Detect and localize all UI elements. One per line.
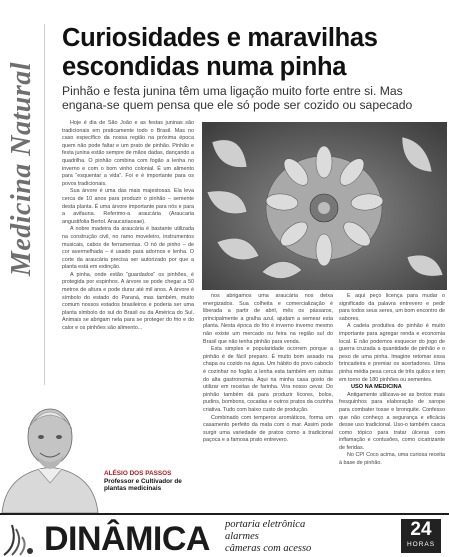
- article-subtitle: Pinhão e festa junina têm uma ligação muito forte entre si. Mas engana-se quem pensa que ele só pode ser cozido ou sapecado: [62, 84, 413, 112]
- ad-feature-list: [225, 519, 385, 555]
- ad-feature: alarmes: [225, 531, 259, 542]
- paragraph: A cadeia produtiva do pinhão é muito importante para agregar renda e economia local. E não podemos esquecer do jogo de guerra cruzada a quantidade de pinhão e o peso de uma pinha. Imagine retomar essa brincadeira e premiar os acertadores. Uma pinha média pesa cerca de três quilos e tem em torno de 180 pinhões ou sementes.: [339, 323, 445, 383]
- hours-number: 24: [410, 519, 432, 540]
- article-title: Curiosidades e maravilhas escondidas numa pinha: [62, 24, 378, 81]
- article-column-2: [203, 293, 333, 505]
- section-label: [0, 24, 44, 314]
- hours-badge: [401, 519, 441, 553]
- author-name: ALÉSIO DOS PASSOS: [104, 470, 172, 477]
- paragraph: Combinado com temperos aromáticos, forma um casamento perfeito da mata com o mar. Assim pode surgir uma variedade de pratos como a tradicional paçoca e a famosa prato entrevero.: [203, 414, 333, 444]
- paragraph: Sua árvore é uma das mais majestosas. Ela leva cerca de 10 anos para produzir o pinhão – semente desta planta. É uma árvore importante para nós e para a avifauna. Referimo-a araucária (Araucaria angustifolia Bertol. Araucariaceae).: [62, 188, 194, 225]
- author-role: Professor e Cultivador de plantas medicinais: [104, 477, 182, 493]
- ad-feature: câmeras com acesso: [225, 543, 312, 554]
- paragraph: A pinha, onde estão “guardados” os pinhões, é protegida por espinhos. A árvore se pode chegar a 50 metros de altura e pode durar até mil anos. A árvore é símbolo do estado do Paraná, mas também, muito comum nossos estados brasileiros e poderia ser uma planta símbolo do sul do Brasil ou da América do Sul. Animais se abrigam nela para se proteger do frio e do calor e os pinhões são alimento...: [62, 271, 194, 332]
- pinecone-illustration: [202, 122, 447, 290]
- paragraph: Antigamente utilizava-se as brotos mais fresquinhos para elaboração de xarope para combater tosse e bronquite. Confesso que não conheço a segurança e eficácia desse uso tradicional. Uso-o também casca como tópico para tratar úlceras com inflamação e contusões, como cicatrizante de feridas.: [339, 391, 445, 451]
- pinecone-photo: [202, 122, 447, 290]
- paragraph: E aqui peço licença para mudar o significado da palavra entrevero e pedir para todos seus seres, um bom encontro de sabores.: [339, 293, 445, 322]
- paragraph: Esta simples e popularidade ocorrem porque a pinhão é de fácil preparo. É muito bom assado na chapa ou cozido na água. Um hábito do povo caboclo é cozinhar no fogão a lenha esta também em outras do alta gastronomia. Aqui na minha casa gosto de utilizar em receitas de farinha. Vira nosso cevar. Do pinhão também dá para produzir licores, bolos, pudins, bombons, cocadas e outros pratos da cozinha criativa. Tudo com baixo custo de produção.: [203, 346, 333, 413]
- section-label-text: Medicina Natural: [6, 61, 38, 277]
- section-subheading: USO NA MEDICINA: [351, 384, 402, 391]
- signal-wave-icon: [0, 519, 40, 557]
- paragraph: Hoje é dia de São João e as festas juninas são tradicionais em praticamente todo o Brasil. Mas no caso específico da nossa região na próxima época quem não pode faltar e um prato de pinhão. Pinhão e festa junina estão sempre de mãos dadas, dançando a quadrilha. O pinhão combina com fogão a lenha no inverno e com o bom vinho colonial. É um alimento para “esquentar a vida”. Foi e é importante para os povos tradicionais.: [62, 120, 194, 187]
- hours-label: HORAS: [406, 541, 436, 548]
- brand-logo: DINÂMICA: [44, 520, 210, 557]
- article-column-3: [339, 293, 445, 503]
- paragraph: nos abrigamos uma araucária nos deixa energizados. Sua colheita e comercialização é liberada a partir de abril, mês os pássaros, principalmente a gralha azul, ajudam a semear esta planta. Nesta época do frio é inverno inverno mesmo não existe um mercado ou feira na região sul do Brasil que não tenha pinhão para venda.: [203, 293, 333, 345]
- author-portrait: [0, 385, 100, 513]
- paragraph: A nobre madeira da araucária é bastante utilizada na construção civil, no ramo moveleiro, instrumentos musicais, cabos de ferramentas. O nó de pinho – de cor avermelhada – é usado para adornos e lenha. O corte da araucária precisa ser autorizado por que a planta está em extinção.: [62, 226, 194, 271]
- ad-feature: portaria eletrônica: [225, 519, 306, 530]
- paragraph: No CPI Coco acima, uma curiosa receita à base de pinhão.: [339, 452, 445, 467]
- author-byline: [104, 470, 204, 493]
- author-photo: [0, 385, 100, 513]
- article-column-1: [62, 120, 194, 386]
